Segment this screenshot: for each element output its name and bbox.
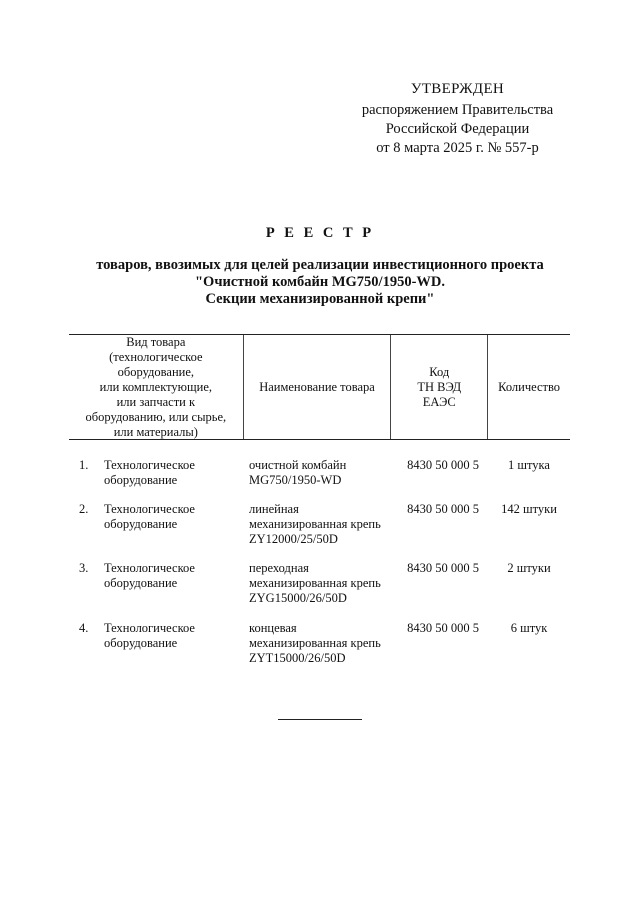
row-kind-line: Технологическое [104, 458, 195, 472]
row-name-line: ZYT15000/26/50D [249, 651, 346, 665]
row-name [249, 502, 394, 547]
table-header [69, 334, 570, 440]
row-kind-line: Технологическое [104, 621, 195, 635]
row-kind-line: оборудование [104, 636, 178, 650]
title-line-2: "Очистной комбайн MG750/1950-WD. [194, 274, 446, 290]
row-name-line: механизированная крепь [249, 517, 381, 531]
row-kind [104, 502, 234, 532]
header-code-line: Код [429, 364, 450, 379]
header-name [243, 335, 391, 439]
header-qty [487, 335, 570, 439]
header-name-text: Наименование товара [259, 379, 375, 394]
title-main: Р Е Е С Т Р [265, 225, 375, 241]
row-qty: 2 штуки [507, 561, 551, 575]
row-number: 2. [79, 502, 89, 516]
row-qty: 6 штук [510, 621, 548, 635]
row-name-line: MG750/1950-WD [249, 473, 342, 487]
header-code-line: ЕАЭС [422, 394, 456, 409]
row-name-line: концевая [249, 621, 297, 635]
header-kind [69, 335, 243, 439]
row-qty: 142 штуки [501, 502, 557, 516]
row-name [249, 458, 394, 488]
header-code [390, 335, 487, 439]
header-kind-line: или комплектующие, [99, 379, 213, 394]
approval-line-1: распоряжением Правительства [361, 102, 554, 118]
row-name-line: механизированная крепь [249, 636, 381, 650]
row-code: 8430 50 000 5 [407, 561, 479, 575]
row-number: 1. [79, 458, 89, 472]
row-name [249, 621, 394, 666]
row-code: 8430 50 000 5 [407, 502, 479, 516]
title-line-1: товаров, ввозимых для целей реализации инвестиционного проекта [96, 257, 544, 273]
document-title [40, 225, 600, 308]
registry-table [69, 334, 570, 665]
header-kind-line: оборудованию, или сырье, [85, 409, 227, 424]
row-code: 8430 50 000 5 [407, 458, 479, 472]
row-name-line: переходная [249, 561, 309, 575]
header-kind-line: или материалы) [113, 424, 198, 439]
row-name [249, 561, 394, 606]
approval-line-2: Российской Федерации [385, 121, 530, 137]
approval-line-3: от 8 марта 2025 г. № 557-р [376, 140, 539, 156]
row-kind-line: оборудование [104, 517, 178, 531]
row-qty: 1 штука [508, 458, 550, 472]
approval-block [300, 80, 615, 158]
header-qty-text: Количество [498, 379, 561, 394]
header-kind-line: Вид товара [126, 334, 186, 349]
header-kind-line: оборудование, [117, 364, 194, 379]
row-kind-line: Технологическое [104, 561, 195, 575]
row-name-line: механизированная крепь [249, 576, 381, 590]
end-separator-line [278, 719, 362, 720]
row-kind-line: Технологическое [104, 502, 195, 516]
header-kind-line: (технологическое [109, 349, 203, 364]
row-kind-line: оборудование [104, 473, 178, 487]
row-number: 3. [79, 561, 89, 575]
row-name-line: линейная [249, 502, 299, 516]
title-line-3: Секции механизированной крепи" [205, 291, 435, 307]
row-kind [104, 458, 234, 488]
row-code: 8430 50 000 5 [407, 621, 479, 635]
row-kind [104, 561, 234, 591]
row-name-line: очистной комбайн [249, 458, 347, 472]
approval-heading: УТВЕРЖДЕН [410, 81, 505, 97]
row-kind-line: оборудование [104, 576, 178, 590]
row-kind [104, 621, 234, 651]
header-kind-line: или запчасти к [116, 394, 196, 409]
row-number: 4. [79, 621, 89, 635]
row-name-line: ZY12000/25/50D [249, 532, 338, 546]
row-name-line: ZYG15000/26/50D [249, 591, 347, 605]
header-code-line: ТН ВЭД [417, 379, 462, 394]
